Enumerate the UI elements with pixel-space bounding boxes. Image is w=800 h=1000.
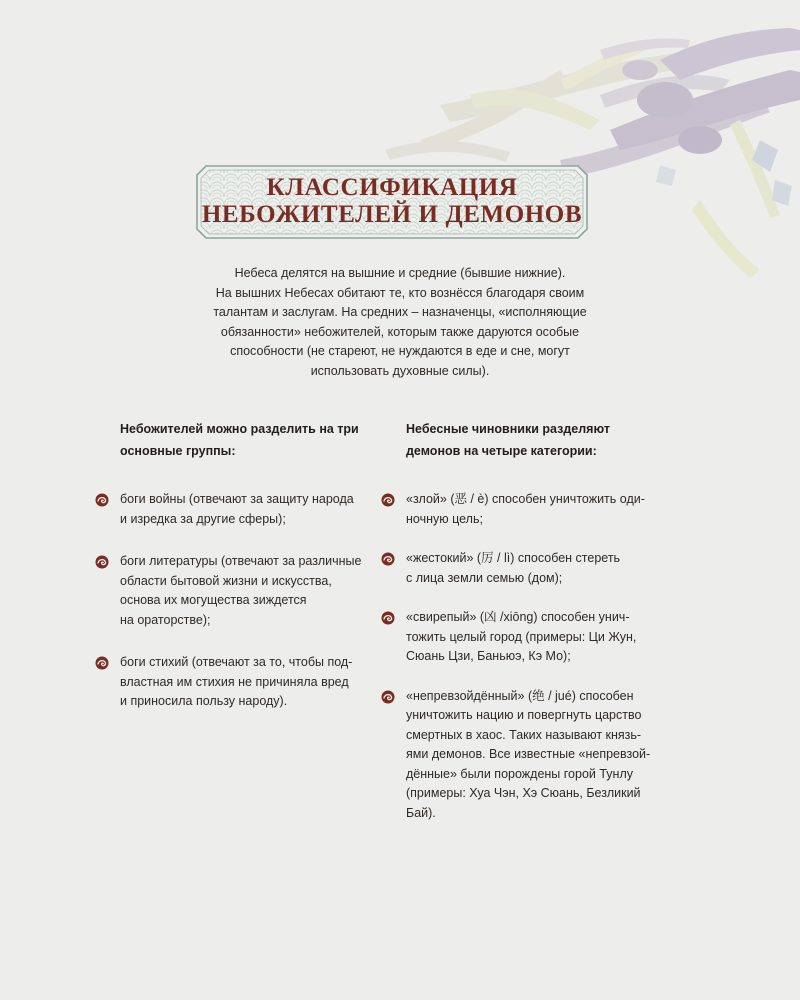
heavenly-groups-list [94, 490, 364, 712]
column-heading-line: Небесные чиновники разделяют [406, 422, 610, 436]
list-item-line: «непревзойдённый» (绝 / jué) способен [406, 688, 634, 703]
list-item-line: боги войны (отвечают за защиту народа [120, 492, 354, 506]
page-title-line-1: КЛАССИФИКАЦИЯ [266, 174, 518, 201]
list-item [94, 653, 364, 712]
intro-line: использовать духовные силы). [310, 363, 490, 378]
intro-line: На вышних Небесах обитают те, кто вознёсся благодаря своим [215, 285, 585, 300]
ink-swirl-bullet-icon [380, 689, 396, 705]
intro-line: способности (не стареют, не нуждаются в еде и сне, могут [230, 344, 570, 358]
intro-line: Небеса делятся на вышние и средние (бывшие нижние). [234, 266, 566, 280]
demon-categories-list [380, 490, 670, 823]
list-item [380, 608, 670, 667]
list-item-line: боги стихий (отвечают за то, чтобы под- [120, 655, 353, 669]
list-item-line: на ораторстве); [120, 612, 211, 627]
list-item-line: области бытовой жизни и искусства, [120, 573, 332, 588]
list-item [94, 552, 364, 630]
list-item [380, 549, 670, 588]
list-item [380, 687, 670, 824]
ink-swirl-bullet-icon [94, 655, 110, 671]
intro-line: талантам и заслугам. На средних – назначенцы, «исполняющие [213, 305, 587, 319]
ink-swirl-bullet-icon [94, 554, 110, 570]
column-heading-line: основные группы: [120, 444, 236, 458]
column-heading-line: Небожителей можно разделить на три [120, 422, 359, 436]
list-item-line: Сюань Цзи, Баньюэ, Кэ Мо); [406, 649, 571, 663]
list-item-line: и приносила пользу народу). [120, 694, 288, 708]
list-item-line: тожить целый город (примеры: Ци Жун, [406, 629, 637, 644]
ink-swirl-bullet-icon [380, 551, 396, 567]
intro-paragraph [170, 264, 630, 381]
list-item-line: с лица земли семью (дом); [406, 570, 563, 585]
list-item-line: Бай). [406, 805, 436, 820]
list-item-line: «злой» (恶 / è) способен уничтожить оди- [406, 492, 645, 506]
list-item-line: ями демонов. Все известные «непревзой- [406, 747, 651, 761]
list-item-line: (примеры: Хуа Чэн, Хэ Сюань, Безликий [406, 786, 641, 800]
list-item-line: боги литературы (отвечают за различные [120, 554, 362, 568]
column-heading [120, 418, 364, 462]
list-item-line: дённые» были порождены горой Тунлу [406, 766, 633, 781]
page-title-line-2: НЕБОЖИТЕЛЕЙ И ДЕМОНОВ [201, 201, 583, 228]
list-item-line: «жестокий» (厉 / lì) способен стереть [406, 551, 621, 565]
column-heading-line: демонов на четыре категории: [406, 444, 597, 458]
list-item-line: смертных в хаос. Таких называют князь- [406, 727, 642, 742]
list-item-line: «свирепый» (凶 /xiōng) способен унич- [406, 610, 630, 624]
list-item-line: уничтожить нацию и повергнуть царство [406, 708, 642, 722]
list-item-line: основа их могущества зиждется [120, 593, 307, 607]
list-item-line: и изредка за другие сферы); [120, 511, 286, 526]
list-item-line: ночную цель; [406, 511, 483, 526]
list-item-line: властная им стихия не причиняла вред [120, 674, 349, 689]
title-plate [196, 165, 588, 239]
heavenly-groups-column [94, 418, 364, 735]
column-heading [406, 418, 670, 462]
ink-swirl-bullet-icon [94, 492, 110, 508]
intro-line: обязанности» небожителей, которым также даруются особые [220, 324, 580, 339]
ink-swirl-bullet-icon [380, 492, 396, 508]
list-item [380, 490, 670, 529]
page-title [196, 174, 588, 228]
list-item [94, 490, 364, 529]
ink-swirl-bullet-icon [380, 610, 396, 626]
demon-categories-column [380, 418, 670, 843]
